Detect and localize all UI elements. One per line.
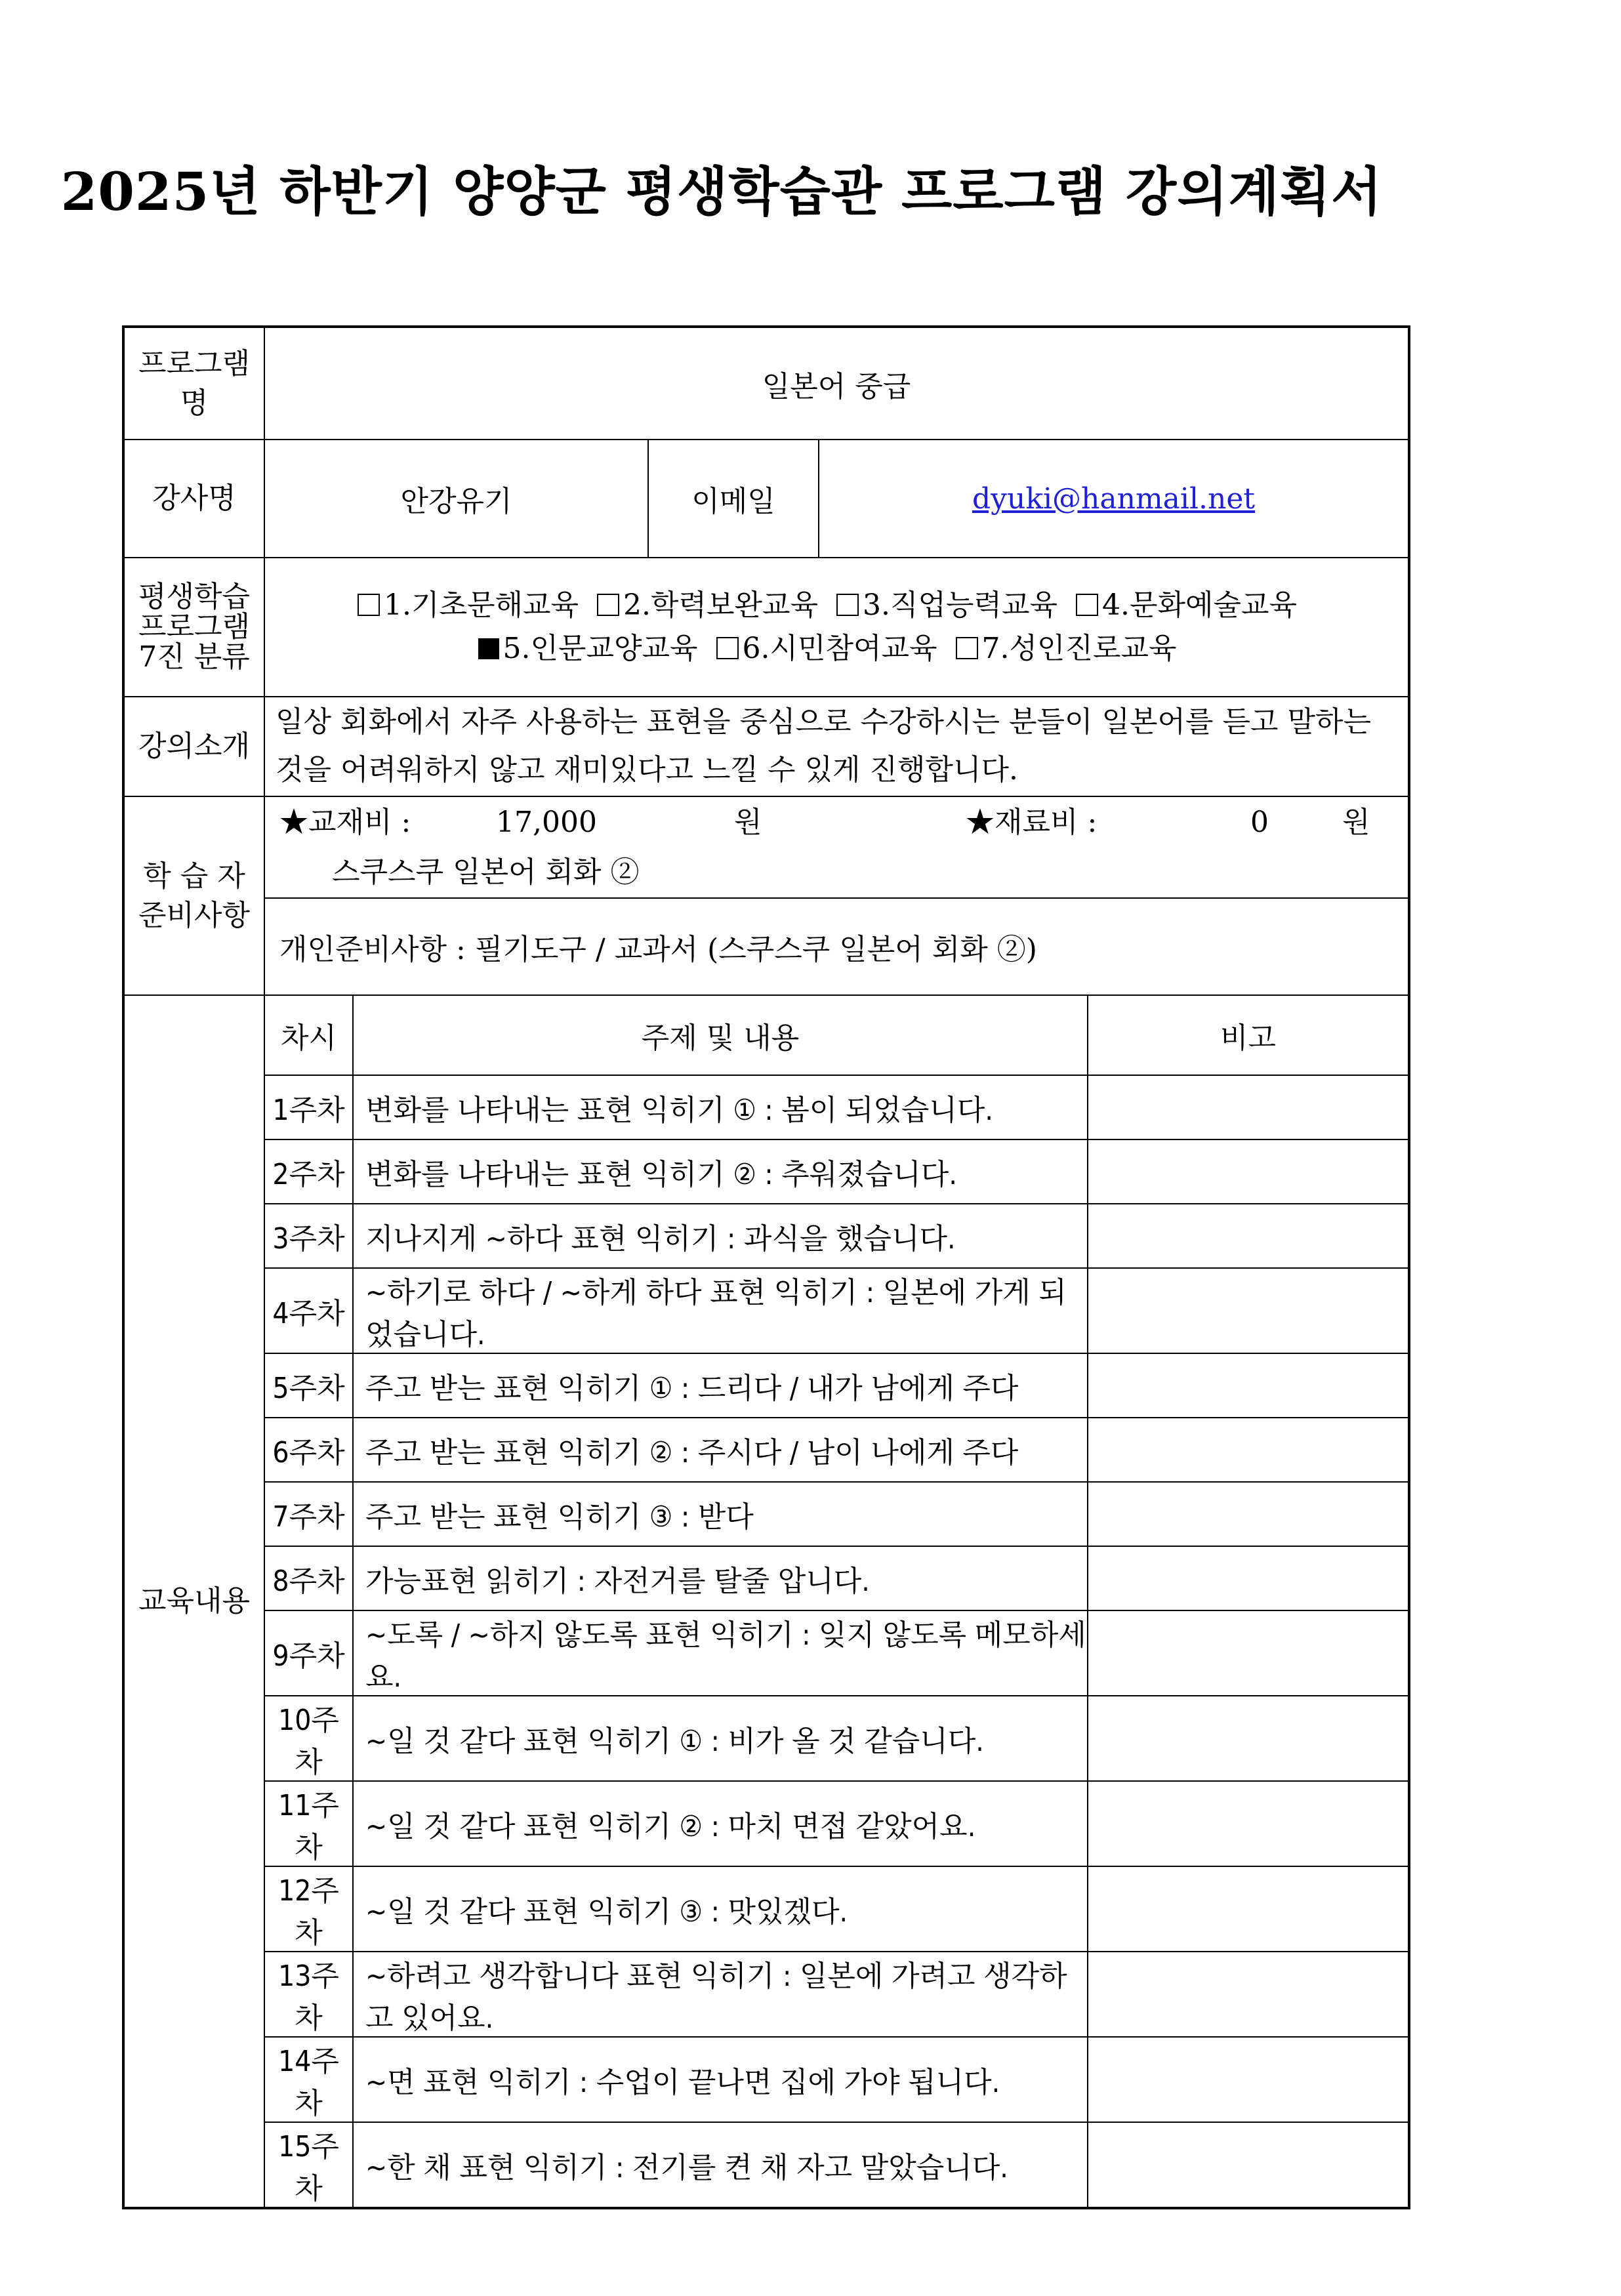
session-row <box>123 1418 1409 1482</box>
session-row <box>123 1781 1409 1866</box>
session-note <box>1088 1866 1409 1952</box>
category-option[interactable] <box>836 588 1057 622</box>
session-week: 5주차 <box>264 1353 353 1418</box>
session-week: 12주차 <box>264 1866 353 1952</box>
textbook-unit: 원 <box>734 806 762 839</box>
session-topic: 주고 받는 표현 익히기 ③ : 받다 <box>353 1482 1088 1546</box>
checkbox-empty-icon[interactable] <box>836 594 859 616</box>
session-note <box>1088 2122 1409 2208</box>
page-title: 2025년 하반기 양양군 평생학습관 프로그램 강의계획서 <box>60 161 1383 222</box>
email-link[interactable]: dyuki@hanmail.net <box>972 482 1256 516</box>
category-option[interactable] <box>358 588 579 622</box>
session-topic: 지나지게 ~하다 표현 익히기 : 과식을 했습니다. <box>353 1204 1088 1268</box>
category-label-line2: 프로그램 <box>138 609 250 644</box>
prep-costs-line <box>279 797 1393 847</box>
session-note <box>1088 1546 1409 1610</box>
session-note <box>1088 1781 1409 1866</box>
material-label: ★재료비 : <box>966 806 1098 839</box>
session-note <box>1088 2037 1409 2122</box>
session-note <box>1088 1952 1409 2037</box>
session-week: 1주차 <box>264 1075 353 1139</box>
note-header: 비고 <box>1088 995 1409 1075</box>
instructor-label: 강사명 <box>123 440 264 558</box>
session-note <box>1088 1075 1409 1139</box>
email-label: 이메일 <box>648 440 819 558</box>
session-row <box>123 1353 1409 1418</box>
session-row <box>123 1546 1409 1610</box>
prep-personal: 개인준비사항 : 필기도구 / 교과서 (스쿠스쿠 일본어 회화 ②) <box>264 898 1409 995</box>
checkbox-empty-icon[interactable] <box>1076 594 1098 616</box>
category-option[interactable] <box>1076 588 1297 622</box>
session-note <box>1088 1204 1409 1268</box>
session-week: 15주차 <box>264 2122 353 2208</box>
category-option[interactable] <box>597 588 818 622</box>
session-week: 7주차 <box>264 1482 353 1546</box>
session-week: 9주차 <box>264 1610 353 1696</box>
session-topic: ~하기로 하다 / ~하게 하다 표현 익히기 : 일본에 가게 되었습니다. <box>353 1268 1088 1353</box>
session-week: 4주차 <box>264 1268 353 1353</box>
session-row <box>123 1204 1409 1268</box>
content-label: 교육내용 <box>123 995 264 2208</box>
category-row <box>123 558 1409 697</box>
session-row <box>123 1482 1409 1546</box>
session-topic: ~일 것 같다 표현 익히기 ② : 마치 면접 같았어요. <box>353 1781 1088 1866</box>
lecture-plan-table <box>122 325 1410 2209</box>
session-week: 10주차 <box>264 1696 353 1781</box>
category-option-label: 5.인문교양교육 <box>503 632 698 665</box>
program-name-label: 프로그램명 <box>123 327 264 440</box>
category-option-label: 4.문화예술교육 <box>1102 588 1298 622</box>
prep-row-1 <box>123 796 1409 898</box>
session-week: 11주차 <box>264 1781 353 1866</box>
session-row <box>123 1952 1409 2037</box>
session-topic: 주고 받는 표현 익히기 ① : 드리다 / 내가 남에게 주다 <box>353 1353 1088 1418</box>
session-note <box>1088 1418 1409 1482</box>
session-topic: 주고 받는 표현 익히기 ② : 주시다 / 남이 나에게 주다 <box>353 1418 1088 1482</box>
session-row <box>123 1696 1409 1781</box>
session-row <box>123 2037 1409 2122</box>
material-unit: 원 <box>1342 806 1370 839</box>
category-label-line1: 평생학습 <box>138 579 250 613</box>
session-topic: ~면 표현 익히기 : 수업이 끝나면 집에 가야 됩니다. <box>353 2037 1088 2122</box>
topic-header: 주제 및 내용 <box>353 995 1088 1075</box>
session-topic: 가능표현 읽히기 : 자전거를 탈줄 압니다. <box>353 1546 1088 1610</box>
session-topic: ~일 것 같다 표현 익히기 ③ : 맛있겠다. <box>353 1866 1088 1952</box>
session-note <box>1088 1353 1409 1418</box>
textbook-name: 스쿠스쿠 일본어 회화 ② <box>332 855 640 889</box>
textbook-label: ★교재비 : <box>279 806 411 839</box>
session-note <box>1088 1610 1409 1696</box>
category-option-label: 1.기초문해교육 <box>384 588 579 622</box>
checkbox-checked-icon[interactable] <box>478 638 499 659</box>
schedule-header-row <box>123 995 1409 1075</box>
checkbox-empty-icon[interactable] <box>956 637 978 659</box>
email-cell <box>819 440 1409 558</box>
session-week: 13주차 <box>264 1952 353 2037</box>
category-options-line2 <box>265 627 1408 670</box>
session-row <box>123 1075 1409 1139</box>
session-row <box>123 1268 1409 1353</box>
program-name-value: 일본어 중급 <box>264 327 1409 440</box>
category-option[interactable] <box>478 632 698 665</box>
category-options-line1 <box>265 584 1408 627</box>
session-week: 6주차 <box>264 1418 353 1482</box>
session-row <box>123 1866 1409 1952</box>
session-week: 2주차 <box>264 1139 353 1204</box>
session-topic: ~하려고 생각합니다 표현 익히기 : 일본에 가려고 생각하고 있어요. <box>353 1952 1088 2037</box>
session-topic: 변화를 나타내는 표현 익히기 ① : 봄이 되었습니다. <box>353 1075 1088 1139</box>
checkbox-empty-icon[interactable] <box>716 637 739 659</box>
session-note <box>1088 1696 1409 1781</box>
category-label-line3: 7진 분류 <box>138 640 250 674</box>
session-row <box>123 2122 1409 2208</box>
session-header: 차시 <box>264 995 353 1075</box>
session-topic: ~도록 / ~하지 않도록 표현 익히기 : 잊지 않도록 메모하세요. <box>353 1610 1088 1696</box>
session-topic: ~한 채 표현 익히기 : 전기를 켠 채 자고 말았습니다. <box>353 2122 1088 2208</box>
instructor-name: 안강유기 <box>264 440 648 558</box>
session-topic: ~일 것 같다 표현 익히기 ① : 비가 올 것 같습니다. <box>353 1696 1088 1781</box>
category-option-label: 3.직업능력교육 <box>863 588 1058 622</box>
prep-label-line2: 준비사항 <box>138 898 250 932</box>
checkbox-empty-icon[interactable] <box>597 594 619 616</box>
category-option[interactable] <box>956 632 1177 665</box>
intro-label: 강의소개 <box>123 697 264 796</box>
session-topic: 변화를 나타내는 표현 익히기 ② : 추워졌습니다. <box>353 1139 1088 1204</box>
prep-costs <box>264 796 1409 898</box>
material-amount: 0 <box>1250 806 1269 839</box>
session-note <box>1088 1482 1409 1546</box>
program-name-row <box>123 327 1409 440</box>
category-label <box>123 558 264 697</box>
textbook-amount: 17,000 <box>496 806 597 839</box>
session-week: 3주차 <box>264 1204 353 1268</box>
category-option[interactable] <box>716 632 937 665</box>
session-row <box>123 1139 1409 1204</box>
intro-row <box>123 697 1409 796</box>
prep-label <box>123 796 264 995</box>
category-option-label: 2.학력보완교육 <box>623 588 819 622</box>
session-note <box>1088 1139 1409 1204</box>
intro-text: 일상 회화에서 자주 사용하는 표현을 중심으로 수강하시는 분들이 일본어를 듣고 말하는 것을 어려워하지 않고 재미있다고 느낄 수 있게 진행합니다. <box>264 697 1409 796</box>
category-options <box>264 558 1409 697</box>
category-option-label: 7.성인진로교육 <box>981 632 1177 665</box>
category-option-label: 6.시민참여교육 <box>742 632 937 665</box>
session-week: 14주차 <box>264 2037 353 2122</box>
instructor-row <box>123 440 1409 558</box>
prep-label-line1: 학 습 자 <box>143 859 245 893</box>
prep-row-2 <box>123 898 1409 995</box>
checkbox-empty-icon[interactable] <box>358 594 380 616</box>
session-note <box>1088 1268 1409 1353</box>
session-row <box>123 1610 1409 1696</box>
session-week: 8주차 <box>264 1546 353 1610</box>
